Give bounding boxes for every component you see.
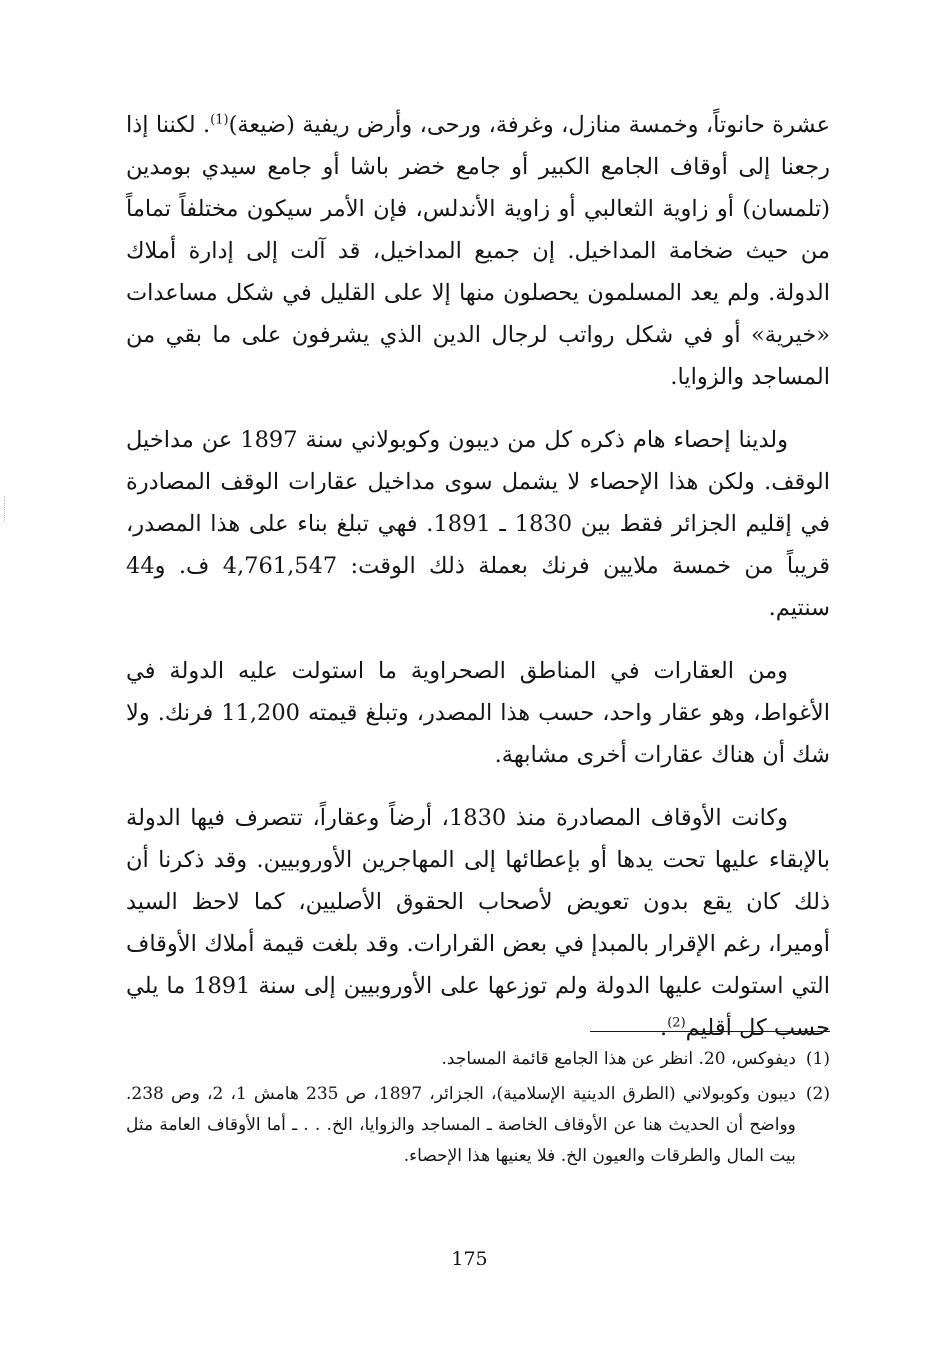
scan-edge-mark [4,496,9,522]
footnote-number: (2) [805,1084,830,1104]
footnote-separator [590,1031,830,1032]
footnote-text: ديفوكس، 20. انظر عن هذا الجامع قائمة المساجد. [441,1049,796,1069]
paragraph-text: ومن العقارات في المناطق الصحراوية ما استولت عليه الدولة في الأغواط، وهو عقار واحد، حسب هذا المصدر، وتبلغ قيمته 11,200 فرنك. ولا شك أن هناك عقارات أخرى مشابهة. [126,658,830,768]
paragraph-text-continued: . لكننا إذا رجعنا إلى أوقاف الجامع الكبير أو جامع خضر باشا أو جامع سيدي بومدين (تلمسان) أو زاوية الثعالبي أو زاوية الأندلس، فإن الأمر سيكون مختلفاً تماماً من حيث ضخامة المداخيل. إن جميع المداخيل، قد آلت إلى إدارة أملاك الدولة. ولم يعد المسلمون يحصلون منها إلا على القليل في شكل مساعدات «خيرية» أو في شكل رواتب لرجال الدين الذي يشرفون على ما بقي من المساجد والزوايا. [126,112,830,390]
paragraph-3 [126,650,830,776]
footnote-2 [126,1079,830,1172]
footnote-1 [126,1044,830,1075]
footnote-ref-1[interactable]: (1) [210,112,229,128]
paragraph-text: ولدينا إحصاء هام ذكره كل من ديبون وكوبولاني سنة 1897 عن مداخيل الوقف. ولكن هذا الإحصاء لا يشمل سوى مداخيل عقارات الوقف المصادرة في إقليم الجزائر فقط بين 1830 ـ 1891. فهي تبلغ بناء على هذا المصدر، قريباً من خمسة ملايين فرنك بعملة ذلك الوقت: 4,761,547 ف. و44 سنتيم. [126,427,830,621]
main-text [126,104,830,1070]
paragraph-text: عشرة حانوتاً، وخمسة منازل، وغرفة، ورحى، وأرض ريفية (ضيعة) [228,112,830,138]
footnote-ref-2[interactable]: (2) [667,1015,686,1031]
paragraph-2 [126,419,830,629]
footnote-text: ديبون وكوبولاني (الطرق الدينية الإسلامية)، الجزائر، 1897، ص 235 هامش 1، 2، وص 238. وواضح أن الحديث هنا عن الأوقاف الخاصة ـ المساجد والزوايا، الخ. . . ـ أما الأوقاف العامة مثل بيت المال والطرقات والعيون الخ. فلا يعنيها هذا الإحصاء. [126,1084,796,1166]
footnotes [126,1044,830,1176]
paragraph-4 [126,797,830,1049]
paragraph-text-end: . [660,1015,668,1041]
page-number: 175 [451,1248,488,1270]
paragraph-text: وكانت الأوقاف المصادرة منذ 1830، أرضاً وعقاراً، تتصرف فيها الدولة بالإبقاء عليها تحت يدها أو بإعطائها إلى المهاجرين الأوروبيين. وقد ذكرنا أن ذلك كان يقع بدون تعويض لأصحاب الحقوق الأصليين، كما لاحظ السيد أوميرا، رغم الإقرار بالمبدإ في بعض القرارات. وقد بلغت قيمة أملاك الأوقاف التي استولت عليها الدولة ولم توزعها على الأوروبيين إلى سنة 1891 ما يلي حسب كل أقليم [126,805,830,1041]
paragraph-1 [126,104,830,398]
footnote-number: (1) [805,1049,830,1069]
